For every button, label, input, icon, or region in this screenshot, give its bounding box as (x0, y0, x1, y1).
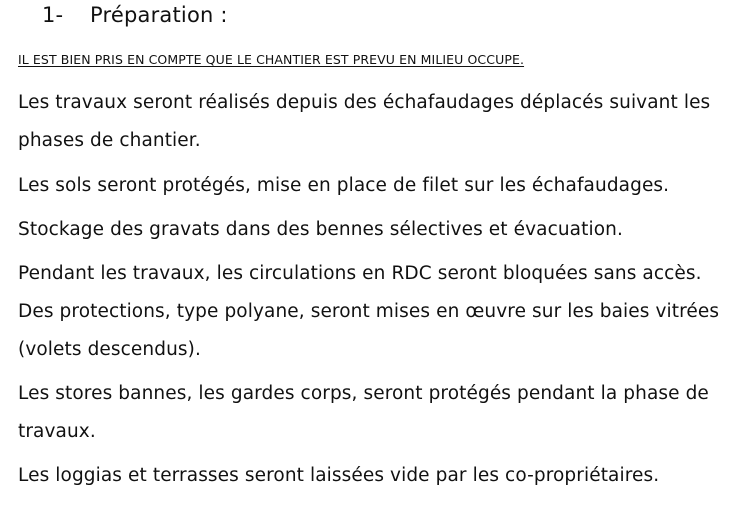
paragraph-line: (volets descendus). (18, 339, 201, 360)
paragraph-line: Les loggias et terrasses seront laissées vide par les co-propriétaires. (18, 465, 660, 486)
paragraph-awnings-railings (18, 375, 723, 451)
paragraph-circulation-protections (18, 255, 723, 369)
paragraph-line: Les travaux seront réalisés depuis des échafaudages déplacés suivant les (18, 92, 711, 113)
section-heading (42, 3, 228, 27)
paragraph-line: Pendant les travaux, les circulations en RDC seront bloquées sans accès. (18, 263, 702, 284)
paragraph-line: Des protections, type polyane, seront mises en œuvre sur les baies vitrées (18, 301, 720, 322)
section-title: Préparation : (90, 3, 228, 27)
occupied-site-notice: IL EST BIEN PRIS EN COMPTE QUE LE CHANTIER EST PREVU EN MILIEU OCCUPE. (18, 52, 525, 67)
paragraph-line: Les sols seront protégés, mise en place de filet sur les échafaudages. (18, 175, 670, 196)
paragraph-line: phases de chantier. (18, 130, 201, 151)
paragraph-line: Les stores bannes, les gardes corps, seront protégés pendant la phase de (18, 383, 709, 404)
paragraph-floor-protection (18, 167, 723, 205)
section-number: 1- (42, 3, 64, 27)
paragraph-line: travaux. (18, 421, 96, 442)
paragraph-line: Stockage des gravats dans des bennes sélectives et évacuation. (18, 219, 623, 240)
paragraph-rubble-storage (18, 211, 723, 249)
paragraph-loggias-terraces (18, 457, 723, 495)
paragraph-scaffolding (18, 84, 723, 160)
